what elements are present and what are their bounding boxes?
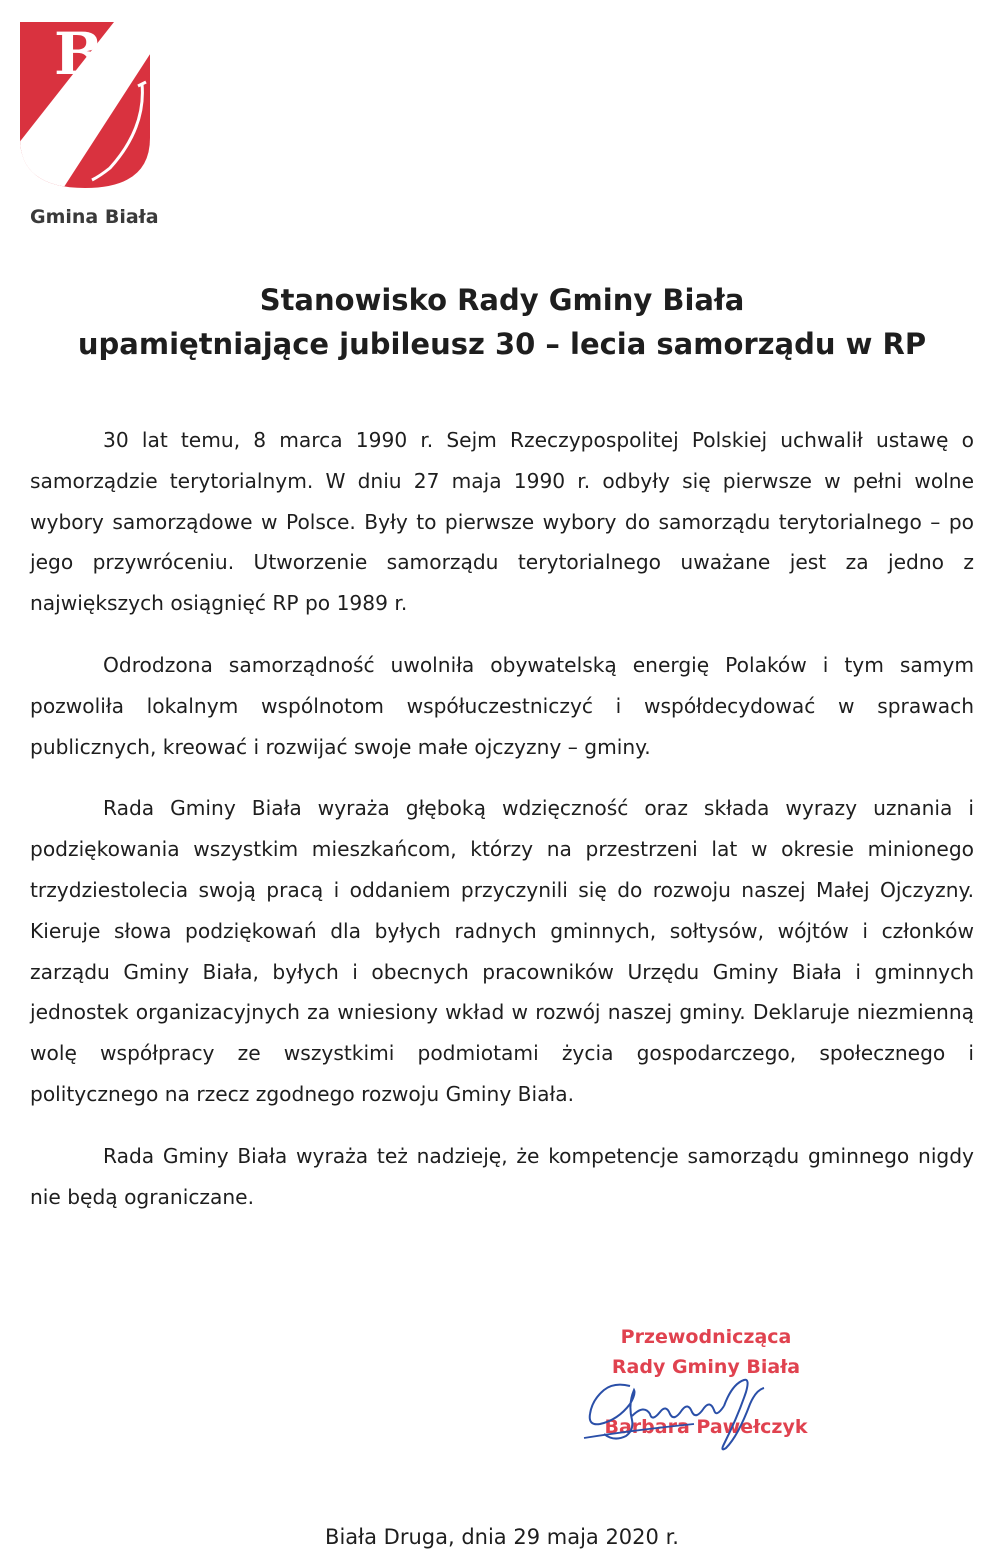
gmina-biala-coat-of-arms [18, 18, 154, 193]
paragraph-2: Odrodzona samorządność uwolniła obywatelską energię Polaków i tym samym pozwoliła lokalnym wspólnotom współuczestniczyć i współdecydować w sprawach publicznych, kreować i rozwijać swoje małe ojczyzny – gminy. [30, 652, 974, 759]
coat-of-arms-icon [18, 18, 154, 193]
title-line-2: upamiętniające jubileusz 30 – lecia samorządu w RP [77, 327, 927, 361]
paragraph-1: 30 lat temu, 8 marca 1990 r. Sejm Rzeczypospolitej Polskiej uchwalił ustawę o samorządzie terytorialnym. W dniu 27 maja 1990 r. odbyły się pierwsze w pełni wolne wybory samorządowe w Polsce. Były to pierwsze wybory do samorządu terytorialnego – po jego przywróceniu. Utworzenie samorządu terytorialnego uważane jest za jedno z największych osiągnięć RP po 1989 r. [30, 428, 974, 616]
signatory-role-line-2: Rady Gminy Biała [611, 1356, 801, 1378]
document-body [30, 420, 974, 1238]
logo-letter: B [54, 20, 104, 88]
document-title [0, 278, 1004, 366]
title-line-1: Stanowisko Rady Gminy Biała [259, 283, 745, 317]
paragraph-4: Rada Gminy Biała wyraża też nadzieję, że kompetencje samorządu gminnego nigdy nie będą ograniczane. [30, 1143, 974, 1209]
place-and-date: Biała Druga, dnia 29 maja 2020 r. [325, 1525, 679, 1549]
signatory-name: Barbara Pawełczyk [604, 1416, 808, 1438]
signature-block [560, 1320, 852, 1460]
paragraph-3: Rada Gminy Biała wyraża głęboką wdzięczność oraz składa wyrazy uznania i podziękowania wszystkim mieszkańcom, którzy na przestrzeni lat w okresie minionego trzydziestolecia swoją pracą i oddaniem przyczynili się do rozwoju naszej Małej Ojczyzny. Kieruje słowa podziękowań dla byłych radnych gminnych, sołtysów, wójtów i członków zarządu Gminy Biała, byłych i obecnych pracowników Urzędu Gminy Biała i gminnych jednostek organizacyjnych za wniesiony wkład w rozwój naszej gminy. Deklaruje niezmienną wolę współpracy ze wszystkimi podmiotami życia gospodarczego, społecznego i politycznego na rzecz zgodnego rozwoju Gminy Biała. [30, 796, 974, 1106]
handwritten-signature-icon [574, 1364, 814, 1454]
logo-caption: Gmina Biała [30, 206, 159, 228]
signatory-role-line-1: Przewodnicząca [620, 1326, 792, 1348]
